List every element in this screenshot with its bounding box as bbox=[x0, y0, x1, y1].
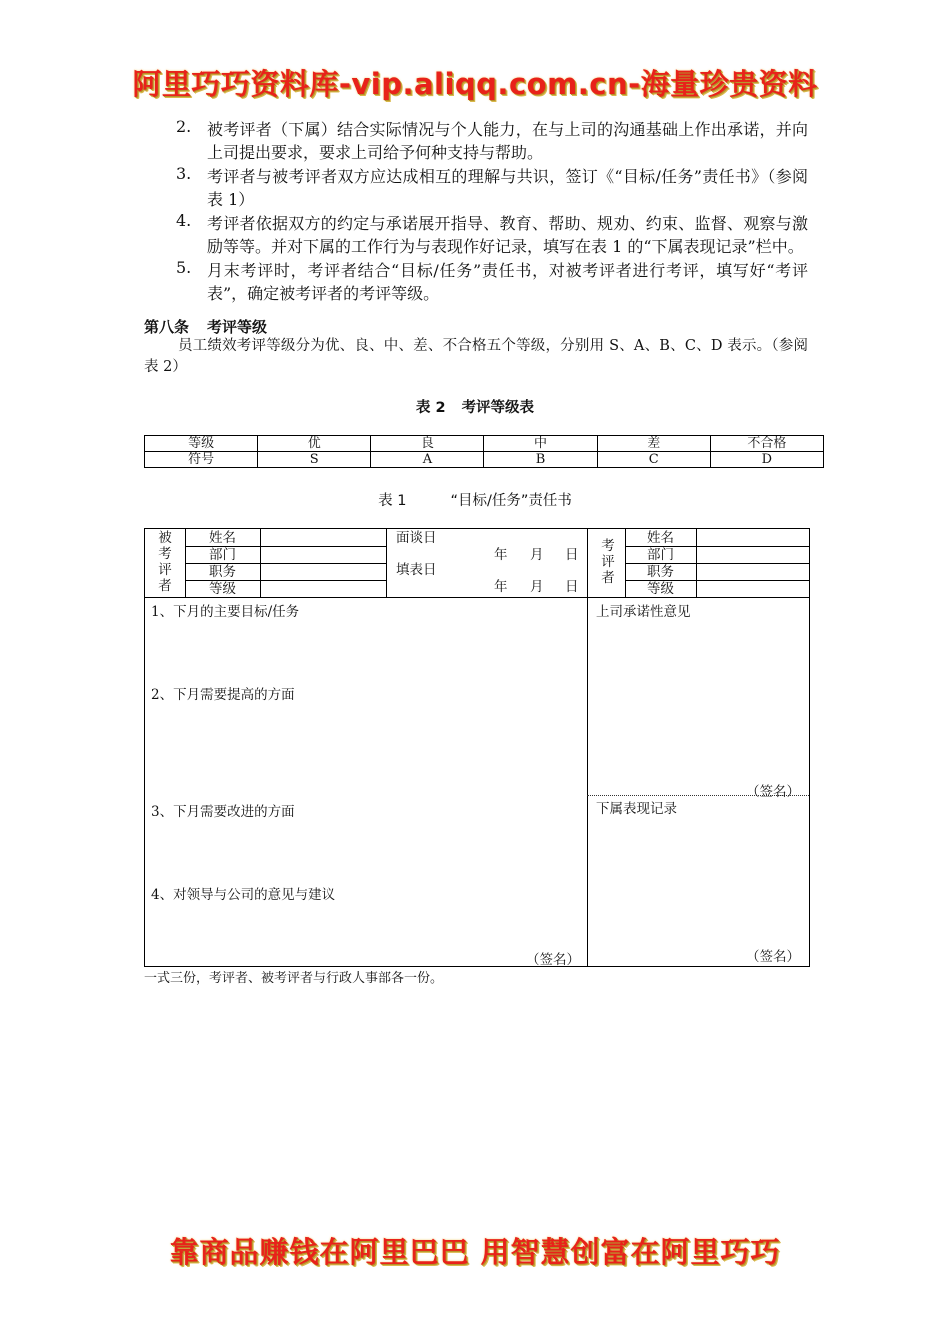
fill-date-label: 填表日 bbox=[396, 562, 437, 578]
record-signature-label: （签名） bbox=[746, 949, 800, 965]
evaluator-name-label: 姓名 bbox=[647, 530, 674, 546]
article-heading: 第八条 考评等级 bbox=[144, 318, 268, 336]
article-body: 员工绩效考评等级分为优、良、中、差、不合格五个等级，分别用 S、A、B、C、D 表示。（参阅表 2） bbox=[144, 338, 808, 375]
header-watermark-banner: 阿里巧巧资料库-vip.aliqq.com.cn-海量珍贵资料 bbox=[132, 67, 818, 101]
evaluatee-grade-label: 等级 bbox=[209, 581, 236, 597]
procedure-steps-list bbox=[176, 117, 808, 305]
evaluatee-label: 被 考 评 者 bbox=[158, 530, 172, 594]
list-item: 2. 被考评者（下属）结合实际情况与个人能力，在与上司的沟通基础上作出承诺，并向上司提出要求，要求上司给予何种支持与帮助。 bbox=[176, 117, 808, 162]
section-improve-areas: 2、下月需要提高的方面 bbox=[151, 687, 295, 703]
section-correction-areas: 3、下月需要改进的方面 bbox=[151, 804, 295, 820]
table2-caption: 表 2 考评等级表 bbox=[415, 400, 535, 416]
evaluatee-dept-label: 部门 bbox=[209, 547, 236, 563]
evaluatee-name-label: 姓名 bbox=[209, 530, 236, 546]
list-item: 3. 考评者与被考评者双方应达成相互的理解与共识，签订《“目标/任务”责任书》（参阅表 1） bbox=[176, 164, 808, 209]
evaluator-grade-label: 等级 bbox=[647, 581, 674, 597]
evaluatee-signature-label: （签名） bbox=[526, 952, 580, 968]
superior-opinion-label: 上司承诺性意见 bbox=[596, 604, 691, 620]
evaluator-position-label: 职务 bbox=[647, 564, 674, 580]
footer-watermark-banner: 靠商品赚钱在阿里巴巴 用智慧创富在阿里巧巧 bbox=[169, 1235, 781, 1269]
interview-date-label: 面谈日 bbox=[396, 530, 437, 546]
grade-table bbox=[144, 435, 824, 468]
evaluator-label: 考 评 者 bbox=[601, 538, 615, 586]
responsibility-form: 被 考 评 者 姓名 部门 职务 等级 面谈日 填表日 年 月 日 年 月 日 考 评 者 姓名 部门 职务 等级 1、下月的主要目标/任务 2、下月需要提高的方面 3、下月需要改进的方面 4、对领导与公司的意见与建议 （签名） 上司承诺性意见 （签名） 下属表现记录 （签名） bbox=[144, 528, 810, 967]
evaluatee-position-label: 职务 bbox=[209, 564, 236, 580]
list-item: 4. 考评者依据双方的约定与承诺展开指导、教育、帮助、规劝、约束、监督、观察与激励等等。并对下属的工作行为与表现作好记录，填写在表 1 的“下属表现记录”栏中。 bbox=[176, 211, 808, 256]
table1-caption: 表 1 “目标/任务”责任书 bbox=[378, 493, 572, 509]
copies-footnote: 一式三份，考评者、被考评者与行政人事部各一份。 bbox=[144, 971, 444, 986]
subordinate-record-label: 下属表现记录 bbox=[596, 801, 677, 817]
list-item: 5. 月末考评时，考评者结合“目标/任务”责任书，对被考评者进行考评，填写好“考评表”，确定被考评者的考评等级。 bbox=[176, 258, 808, 303]
section-suggestions: 4、对领导与公司的意见与建议 bbox=[151, 887, 336, 903]
section-next-month-goals: 1、下月的主要目标/任务 bbox=[151, 604, 300, 620]
evaluator-dept-label: 部门 bbox=[647, 547, 674, 563]
table-row: 等级 优 良 中 差 不合格 bbox=[145, 436, 824, 452]
table-row: 符号 S A B C D bbox=[145, 452, 824, 468]
superior-signature-label: （签名） bbox=[746, 784, 800, 800]
